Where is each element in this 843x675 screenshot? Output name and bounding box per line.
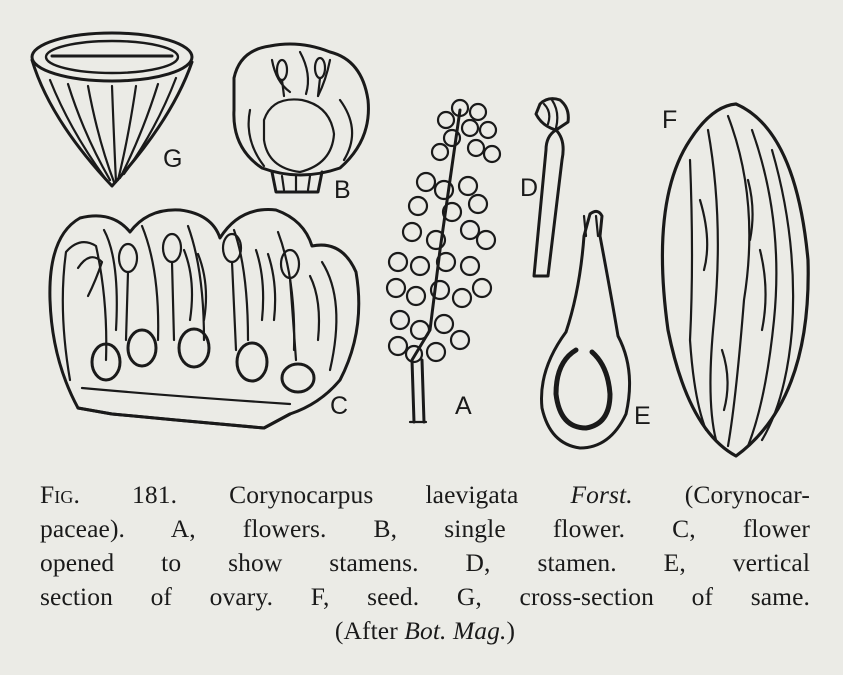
source-name: Bot. Mag. [404, 616, 507, 645]
label-c: C [330, 392, 349, 420]
label-d: D [520, 174, 539, 202]
caption-line-2 [40, 512, 810, 546]
label-a: A [455, 392, 472, 420]
species-name: Corynocarpus laevigata [229, 480, 519, 509]
drawing-d-stamen [534, 99, 568, 276]
caption-line-2-text: A, flowers. B, single flower. C, flower [170, 514, 810, 543]
drawing-b-single-flower [234, 44, 369, 192]
family-name-part1: (Corynocar- [684, 480, 810, 509]
caption-line-1 [40, 478, 810, 512]
after-open: (After [334, 616, 398, 645]
drawing-f-seed [662, 104, 808, 456]
label-e: E [634, 402, 651, 430]
author-name: Forst. [570, 480, 633, 509]
fig-prefix: Fig. [40, 480, 80, 509]
family-name-part2: paceae). [40, 514, 126, 543]
after-close: ) [506, 616, 516, 645]
label-b: B [334, 176, 351, 204]
label-g: G [163, 145, 183, 173]
caption-line-5 [40, 614, 810, 648]
figure-caption [40, 478, 810, 648]
drawing-e-ovary-section [542, 211, 630, 448]
drawing-c-opened-flower [50, 210, 359, 428]
label-f: F [662, 106, 678, 134]
fig-number: 181. [132, 480, 178, 509]
drawing-a-flowers [387, 100, 500, 422]
caption-line-4: section of ovary. F, seed. G, cross-section of same. [40, 582, 810, 611]
caption-line-3: opened to show stamens. D, stamen. E, vertical [40, 548, 810, 577]
